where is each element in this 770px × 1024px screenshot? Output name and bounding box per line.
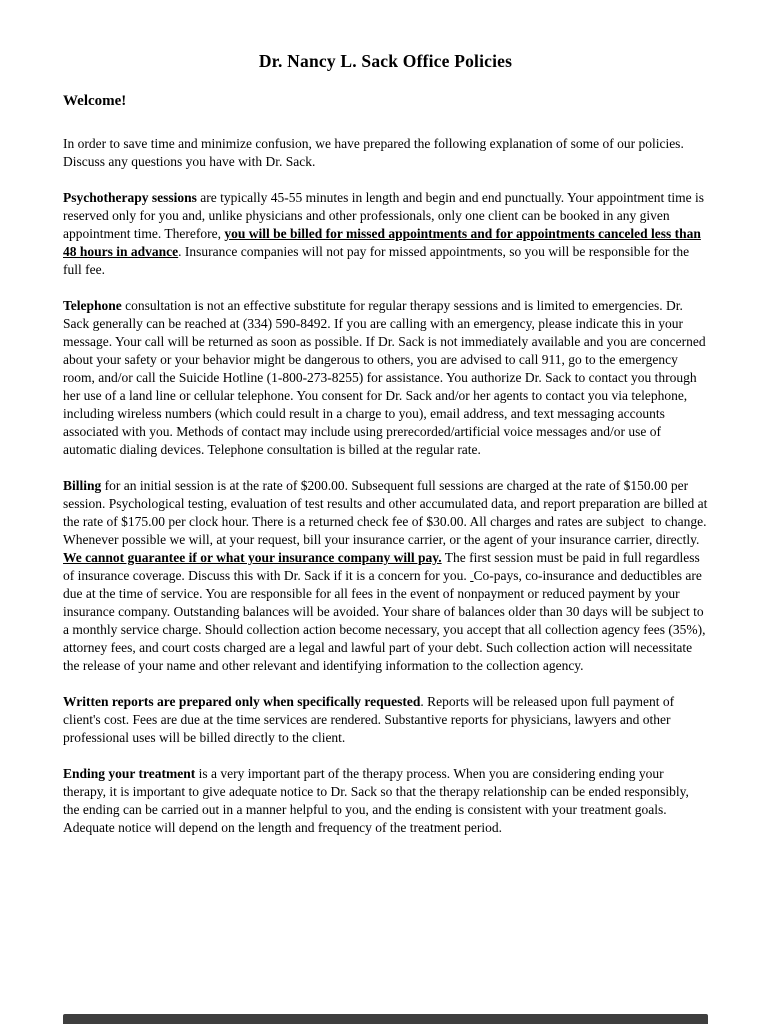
document-body xyxy=(63,135,708,837)
policy-text: The first session must be paid in full regardless of insurance coverage. Discuss this with Dr. Sack if it is a concern for you. xyxy=(63,550,700,583)
policy-text: . Reports will be released upon full payment of client's cost. Fees are due at the time services are rendered. Substantive reports for physicians, lawyers and other professional uses will be billed directly to the client. xyxy=(63,694,675,745)
policy-bold-text: Written reports are prepared only when specifically requested xyxy=(63,694,421,709)
policy-bold-text: you will be billed for missed appointments and for appointments canceled less than 48 hours in advance xyxy=(63,226,701,259)
policy-bold-text: Ending your treatment xyxy=(63,766,196,781)
policy-bold-text: Billing xyxy=(63,478,102,493)
policy-text: consultation is not an effective substitute for regular therapy sessions and is limited to emergencies. Dr. Sack generally can be reached at (334) 590-8492. If you are calling with an emergency, please indicate this in your message. Your call will be returned as soon as possible. If Dr. Sack is not immediately available and you are concerned about your safety or your behavior might be dangerous to others, you are advised to call 911, go to the emergency room, and/or call the Suicide Hotline (1-800-273-8255) for assistance. You authorize Dr. Sack to contact you through her use of a land line or cellular telephone. You consent for Dr. Sack and/or her agents to contact you via telephone, including wireless numbers (which could result in a charge to you), email address, and text messaging accounts associated with you. Methods of contact may include using prerecorded/artificial voice messages and/or use of automatic dialing devices. Telephone consultation is billed at the regular rate. xyxy=(63,298,706,457)
policy-bold-text: Psychotherapy sessions xyxy=(63,190,197,205)
bottom-toolbar-edge[interactable] xyxy=(63,1014,708,1024)
policy-paragraph xyxy=(63,693,708,747)
policy-paragraph xyxy=(63,477,708,675)
welcome-heading: Welcome! xyxy=(63,93,127,109)
page-title: Dr. Nancy L. Sack Office Policies xyxy=(258,51,513,71)
policy-text: is a very important part of the therapy process. When you are considering ending your therapy, it is important to give adequate notice to Dr. Sack so that the therapy relationship can be ended responsibly, the ending can be carried out in a manner helpful to you, and the ending is consistent with your treatment goals. Adequate notice will depend on the length and frequency of the treatment period. xyxy=(63,766,689,835)
policy-paragraph xyxy=(63,189,708,279)
policy-bold-text: Telephone xyxy=(63,298,122,313)
policy-text: for an initial session is at the rate of $200.00. Subsequent full sessions are charged at the rate of $150.00 per session. Psychological testing, evaluation of test results and other accumulated data, and report preparation are billed at the rate of $175.00 per clock hour. There is a returned check fee of $30.00. All charges and rates are subject to change. Whenever possible we will, at your request, bill your insurance carrier, or the agent of your insurance carrier, directly. xyxy=(63,478,708,547)
policy-bold-text: We cannot guarantee if or what your insurance company will pay. xyxy=(63,550,442,565)
policy-paragraph xyxy=(63,135,708,171)
policy-text: In order to save time and minimize confusion, we have prepared the following explanation of some of our policies. Discuss any questions you have with Dr. Sack. xyxy=(63,136,684,169)
policy-text: Co-pays, co-insurance and deductibles are due at the time of service. You are responsible for all fees in the event of nonpayment or reduced payment by your insurance company. Outstanding balances will be avoided. Your share of balances older than 30 days will be subject to a monthly service charge. Should collection action become necessary, you accept that all collection agency fees (35%), attorney fees, and court costs charged are a legal and lawful part of your debt. Such collection action will necessitate the release of your name and other relevant and identifying information to the collection agency. xyxy=(63,568,706,673)
policy-text: are typically 45-55 minutes in length and begin and end punctually. Your appointment time is reserved only for you and, unlike physicians and other professionals, only one client can be booked in any given appointment time. Therefore, xyxy=(63,190,705,241)
policy-paragraph xyxy=(63,765,708,837)
policy-text: . Insurance companies will not pay for missed appointments, so you will be responsible for the full fee. xyxy=(63,244,690,277)
policy-paragraph xyxy=(63,297,708,459)
